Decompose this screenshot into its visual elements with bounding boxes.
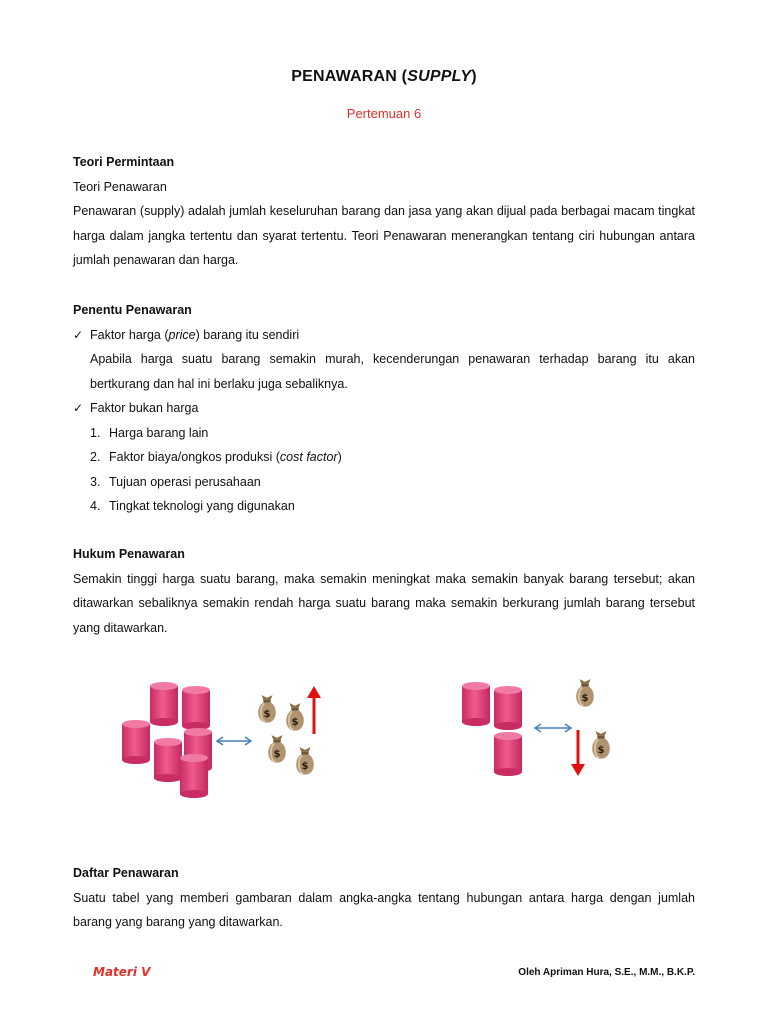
product-cylinder-icon	[494, 686, 522, 730]
product-cylinder-icon	[122, 720, 150, 764]
paragraph-definisi: Penawaran (supply) adalah jumlah keseluruhan barang dan jasa yang akan dijual pada berbagai macam tingkat harga dalam jangka tertentu dan syarat tertentu. Teori Penawaran menerangkan tentang ciri hubungan antara jumlah penawaran dan harga.	[73, 204, 695, 267]
product-cylinder-icon	[180, 754, 208, 798]
double-arrow-icon	[217, 737, 251, 745]
money-bag-icon	[576, 679, 594, 707]
section-teori	[73, 150, 695, 273]
footer-left: Materi V	[93, 965, 151, 979]
supply-law-illustration	[110, 672, 630, 812]
section-daftar	[73, 861, 695, 935]
section-hukum	[73, 542, 695, 640]
arrow-up-icon	[307, 686, 321, 734]
product-cylinder-icon	[494, 732, 522, 776]
heading-penentu-penawaran: Penentu Penawaran	[73, 303, 192, 317]
product-cylinder-icon	[462, 682, 490, 726]
product-cylinder-icon	[154, 738, 182, 782]
money-bag-icon	[592, 731, 610, 759]
list-item: ✓ Faktor harga (price) barang itu sendiri	[73, 323, 695, 348]
money-bag-icon	[268, 735, 286, 763]
list-item: 4. Tingkat teknologi yang digunakan	[90, 499, 295, 513]
money-bag-icon	[296, 747, 314, 775]
left-group	[122, 682, 321, 798]
heading-hukum-penawaran: Hukum Penawaran	[73, 547, 185, 561]
page-title: PENAWARAN (SUPPLY)	[291, 68, 477, 85]
heading-teori-permintaan: Teori Permintaan	[73, 155, 175, 169]
product-cylinder-icon	[182, 686, 210, 730]
right-group	[462, 679, 610, 776]
product-cylinder-icon	[150, 682, 178, 726]
heading-teori-penawaran: Teori Penawaran	[73, 179, 167, 194]
item-description: Apabila harga suatu barang semakin murah, kecenderungan penawaran terhadap barang itu akan bertkurang dan hal ini berlaku juga sebaliknya.	[90, 352, 695, 391]
section-penentu	[73, 298, 695, 519]
checkmark-icon: ✓	[73, 401, 84, 415]
heading-daftar-penawaran: Daftar Penawaran	[73, 866, 179, 880]
list-item: 3. Tujuan operasi perusahaan	[90, 474, 261, 489]
paragraph-daftar: Suatu tabel yang memberi gambaran dalam angka-angka tentang hubungan antara harga dengan jumlah barang yang barang yang ditawarkan.	[73, 890, 695, 929]
paragraph-hukum: Semakin tinggi harga suatu barang, maka semakin meningkat maka semakin banyak barang tersebut; akan ditawarkan sebaliknya semakin rendah harga suatu barang maka semakin berkurang jumlah barang tersebut yang ditawarkan.	[73, 571, 695, 635]
list-item: ✓ Faktor bukan harga	[73, 396, 695, 421]
arrow-down-icon	[571, 730, 585, 776]
list-item: 2. Faktor biaya/ongkos produksi (cost factor)	[90, 450, 342, 464]
checkmark-icon: ✓	[73, 327, 84, 342]
money-bag-icon	[286, 703, 304, 731]
page-subtitle: Pertemuan 6	[346, 106, 422, 121]
footer-author: Oleh Apriman Hura, S.E., M.M., B.K.P.	[518, 967, 695, 978]
list-item: 1. Harga barang lain	[90, 425, 209, 440]
double-arrow-icon	[535, 724, 571, 732]
money-bag-icon	[258, 695, 276, 723]
